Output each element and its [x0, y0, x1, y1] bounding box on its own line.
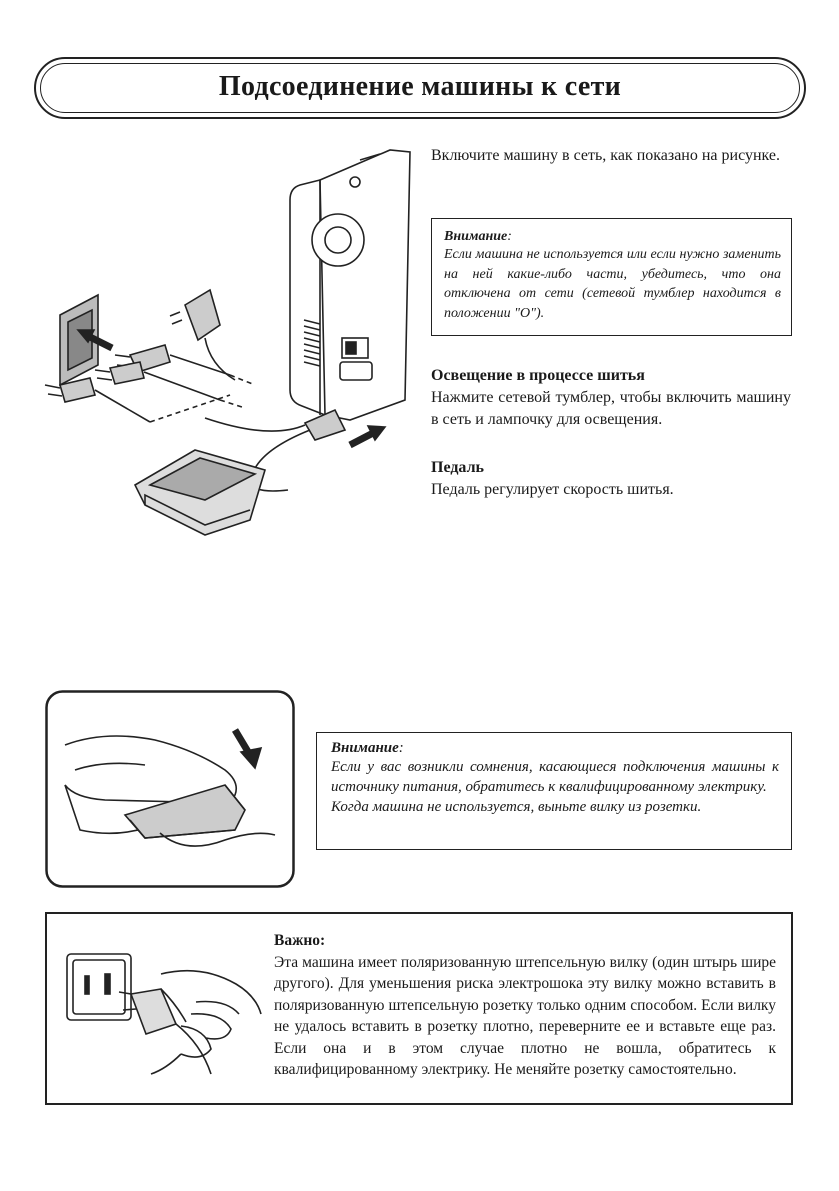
pedal-title: Педаль	[431, 459, 485, 476]
caution-box-1	[431, 218, 792, 336]
lighting-text: Нажмите сетевой тумблер, чтобы включить машину в сеть и лампочку для освещения.	[431, 389, 791, 428]
caution-title-1: Внимание:	[444, 229, 512, 244]
lighting-section	[431, 365, 791, 431]
title-banner	[34, 57, 806, 119]
caution-title-2: Внимание:	[331, 740, 404, 756]
pedal-section	[431, 457, 791, 501]
important-title: Важно:	[274, 932, 326, 949]
caution-text-2a: Если у вас возникли сомнения, касающиеся подключения машины к источнику питания, обратитесь к квалифицированному электрику.	[331, 759, 779, 795]
important-text: Эта машина имеет поляризованную штепсельную вилку (один штырь шире другого). Для уменьшения риска электрошока эту вилку можно вставить в поляризованную штепсельную розетку только одним способом. Если вилку не удалось вставить в розетку плотно, переверните ее и вставьте еще раз. Если она и в этом случае плотно не вошла, обратитесь к квалифицированному электрику. Не меняйте розетку самостоятельно.	[274, 953, 776, 1078]
pedal-text: Педаль регулирует скорость шитья.	[431, 481, 674, 498]
foot-pedal-illustration	[45, 690, 295, 888]
caution-box-2	[316, 732, 792, 850]
lighting-title: Освещение в процессе шитья	[431, 367, 645, 384]
important-content	[274, 930, 776, 1081]
intro-text: Включите машину в сеть, как показано на рисунке.	[431, 147, 781, 164]
caution-text-1: Если машина не используется или если нужно заменить на ней какие-либо части, убедитесь, что она отключена от сети (сетевой тумблер находится в положении "O").	[444, 247, 781, 321]
connection-illustration	[20, 140, 420, 540]
page-title: Подсоединение машины к сети	[218, 71, 622, 102]
polarized-plug-illustration	[61, 934, 271, 1084]
important-box	[45, 912, 793, 1105]
caution-text-2b: Когда машина не используется, выньте вилку из розетки.	[331, 799, 702, 815]
